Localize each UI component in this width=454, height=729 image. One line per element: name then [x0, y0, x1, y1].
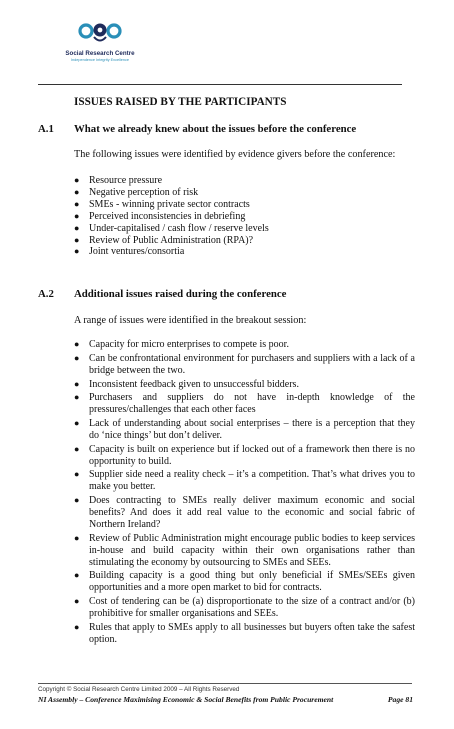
list-item	[74, 211, 415, 223]
list-item-text: Review of Public Administration (RPA)?	[89, 234, 254, 246]
header-rule	[38, 84, 402, 85]
list-item-text: Resource pressure	[89, 175, 163, 186]
bullet-icon: ●	[74, 198, 80, 209]
list-item	[74, 570, 415, 594]
logo	[60, 22, 140, 68]
page-heading: ISSUES RAISED BY THE PARTICIPANTS	[74, 96, 287, 108]
list-item	[74, 223, 415, 235]
list-item-text: Lack of understanding about social enterprises – there is a perception that they do ‘nice things’ but don’t deliver.	[89, 418, 415, 441]
bullet-icon: ●	[74, 443, 80, 454]
list-item-text: SMEs - winning private sector contracts	[89, 198, 250, 210]
list-item-text: Review of Public Administration might encourage public bodies to keep services in-house and build capacity within their own organisations rather than stimulating the economy by outsourcing to SMEs and SEEs.	[89, 532, 415, 568]
logo-tagline: Independence Integrity Excellence	[70, 58, 130, 62]
footer-document-title: NI Assembly – Conference Maximising Economic & Social Benefits from Public Procurement	[38, 695, 334, 704]
bullet-icon: ●	[74, 495, 80, 506]
list-item-text: Rules that apply to SMEs apply to all businesses but buyers often take the safest option.	[89, 621, 415, 645]
bullet-icon: ●	[74, 596, 80, 607]
social-research-centre-logo-icon	[76, 22, 124, 48]
bullet-icon: ●	[74, 570, 80, 581]
list-item	[74, 246, 415, 258]
bullet-icon: ●	[74, 339, 80, 349]
bullet-icon: ●	[74, 418, 80, 428]
list-item-text: Under-capitalised / cash flow / reserve levels	[89, 222, 269, 234]
list-item	[74, 339, 415, 351]
list-item-text: Cost of tendering can be (a) disproportionate to the size of a contract and/or (b) prohibitive for smaller organisations and SEEs.	[89, 596, 415, 619]
list-item-text: Purchasers and suppliers do not have in-depth knowledge of the pressures/challenges that each other faces	[89, 392, 415, 416]
bullet-icon: ●	[74, 210, 80, 221]
section-1-title: What we already knew about the issues before the conference	[74, 123, 357, 135]
section-2-title: Additional issues raised during the conference	[74, 288, 287, 300]
list-item	[74, 187, 415, 199]
list-item	[74, 469, 415, 493]
section-2-number: A.2	[38, 288, 54, 300]
section-2-intro: A range of issues were identified in the breakout session:	[74, 315, 307, 326]
bullet-icon: ●	[74, 186, 80, 197]
footer-rule	[38, 683, 412, 684]
list-item-text: Capacity for micro enterprises to compete is poor.	[89, 339, 289, 350]
bullet-icon: ●	[74, 222, 80, 233]
list-item-text: Building capacity is a good thing but only beneficial if SMEs/SEEs given opportunities and a more open market to bid for contracts.	[89, 570, 415, 594]
section-1-number: A.1	[38, 123, 54, 135]
bullet-icon: ●	[74, 392, 80, 403]
list-item-text: Can be confrontational environment for purchasers and suppliers with a lack of a bridge between the two.	[89, 352, 415, 376]
list-item	[74, 235, 415, 247]
list-item	[74, 596, 415, 620]
list-item-text: Inconsistent feedback given to unsuccessful bidders.	[89, 378, 299, 390]
list-item-text: Does contracting to SMEs really deliver maximum economic and social benefits? And does it add real value to the economic and social fabric of Northern Ireland?	[89, 495, 415, 530]
list-item	[74, 199, 415, 211]
section-1-intro: The following issues were identified by evidence givers before the conference:	[74, 149, 396, 160]
bullet-icon: ●	[74, 352, 80, 363]
list-item-text: Perceived inconsistencies in debriefing	[89, 210, 246, 222]
section-1-bullet-list	[74, 175, 415, 258]
list-item	[74, 622, 415, 646]
bullet-icon: ●	[74, 469, 80, 480]
list-item	[74, 444, 415, 468]
list-item-text: Capacity is built on experience but if locked out of a framework then there is no opportunity to build.	[89, 443, 415, 467]
section-2-bullet-list	[74, 339, 415, 647]
list-item	[74, 533, 415, 569]
footer-copyright: Copyright © Social Research Centre Limited 2009 – All Rights Reserved	[38, 686, 240, 693]
list-item	[74, 379, 415, 391]
bullet-icon: ●	[74, 532, 80, 543]
footer-page-number: Page 81	[387, 695, 413, 704]
bullet-icon: ●	[74, 175, 80, 185]
list-item-text: Negative perception of risk	[89, 186, 199, 198]
list-item	[74, 353, 415, 377]
list-item	[74, 175, 415, 187]
bullet-icon: ●	[74, 378, 80, 389]
list-item	[74, 495, 415, 531]
list-item	[74, 418, 415, 442]
bullet-icon: ●	[74, 246, 80, 257]
list-item-text: Supplier side need a reality check – it’s a competition. That’s what drives you to make you better.	[89, 469, 415, 493]
bullet-icon: ●	[74, 234, 80, 245]
list-item	[74, 392, 415, 416]
list-item-text: Joint ventures/consortia	[89, 246, 185, 258]
bullet-icon: ●	[74, 621, 80, 632]
logo-title: Social Research Centre	[65, 50, 135, 57]
